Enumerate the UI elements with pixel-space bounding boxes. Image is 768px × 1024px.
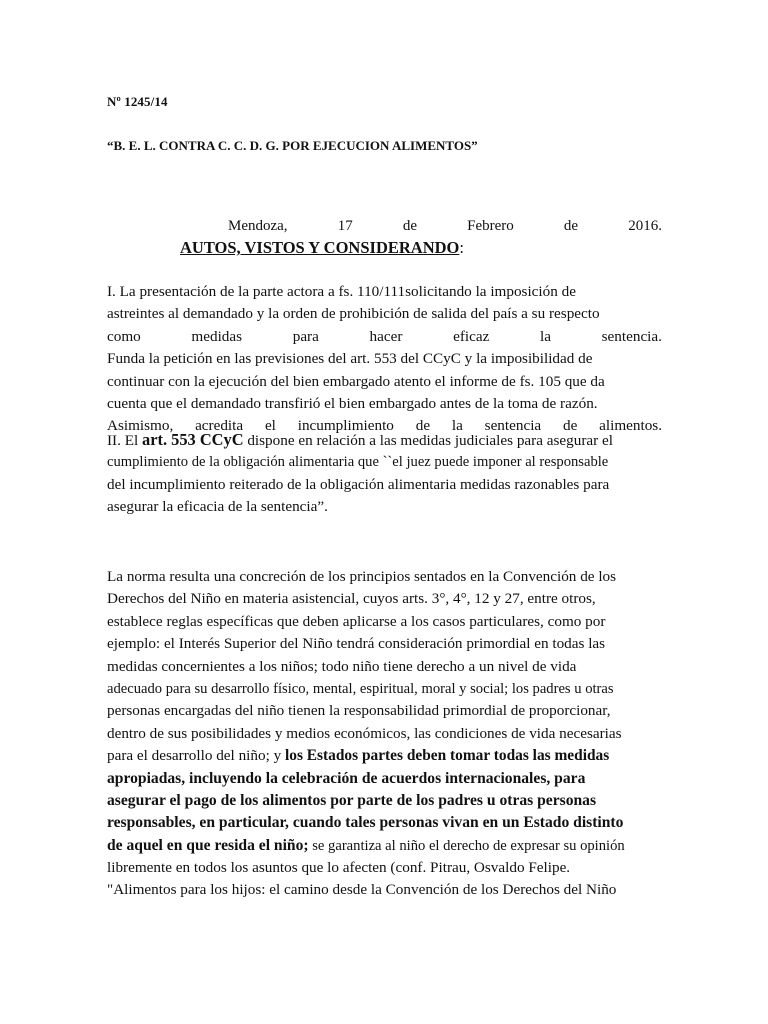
text-line: Derechos del Niño en materia asistencial, cuyos arts. 3°, 4°, 12 y 27, entre otros, [107, 590, 596, 608]
text-line: cumplimiento de la obligación alimentaria que ``el juez puede imponer al responsable [107, 454, 609, 471]
line-pre: para el desarrollo del niño; y [107, 747, 285, 765]
article-reference: art. 553 CCyC [142, 430, 244, 449]
line-text: I. La presentación de la parte actora a fs. 110/111solicitando la imposición de [107, 283, 576, 300]
paragraph-section-1 [107, 281, 662, 438]
case-title: “B. E. L. CONTRA C. C. D. G. POR EJECUCION ALIMENTOS” [107, 138, 478, 153]
text-line: "Alimentos para los hijos: el camino desde la Convención de los Derechos del Niño [107, 881, 617, 899]
date-word: de [563, 218, 579, 234]
text-line: cuenta que el demandado transfirió el bien embargado antes de la toma de razón. [107, 394, 598, 412]
bold-line: responsables, en particular, cuando tales personas vivan en un Estado distinto [107, 814, 624, 832]
word: hacer [369, 327, 403, 345]
word: eficaz [453, 327, 490, 345]
word: como [107, 327, 141, 345]
date-word: de [402, 218, 417, 234]
text-line: continuar con la ejecución del bien embargado atento el informe de fs. 105 que da [107, 372, 605, 390]
bold-line: asegurar el pago de los alimentos por parte de los padres u otras personas [107, 791, 597, 809]
word: medidas [191, 327, 243, 345]
word: acredita [195, 417, 244, 435]
word: Asimismo, [107, 417, 174, 435]
word: incumplimiento [297, 417, 394, 435]
text-line: astreintes al demandado y la orden de prohibición de salida del país a su respecto [107, 305, 600, 323]
word: para [292, 327, 319, 345]
date-word: Febrero [467, 218, 514, 234]
text-line: medidas concernientes a los niños; todo niño tiene derecho a un nivel de vida [107, 657, 577, 675]
date-word: 2016. [628, 218, 662, 234]
heading-colon: : [459, 238, 464, 257]
text-line: La norma resulta una concreción de los principios sentados en la Convención de los [107, 568, 617, 585]
text-line [107, 281, 662, 303]
word: la [451, 417, 463, 435]
text-line: libremente en todos los asuntos que lo afecten (conf. Pitrau, Osvaldo Felipe. [107, 859, 571, 877]
text-line: Funda la petición en las previsiones del art. 553 del CCyC y la imposibilidad de [107, 350, 593, 368]
text-line: del incumplimiento reiterado de la obligación alimentaria medidas razonables para [107, 475, 610, 493]
line-post: se garantiza al niño el derecho de expresar su opinión [308, 837, 625, 854]
text-line-justified [107, 326, 662, 348]
bold-line: apropiadas, incluyendo la celebración de acuerdos internacionales, para [107, 769, 586, 787]
bold-text: de aquel en que resida el niño; [107, 836, 309, 854]
word: de [415, 417, 431, 435]
word: de [562, 417, 578, 435]
text-line: adecuado para su desarrollo físico, mental, espiritual, moral y social; los padres u otras [107, 680, 614, 697]
line-post: dispone en relación a las medidas judiciales para asegurar el [243, 432, 613, 449]
word: sentencia. [601, 327, 662, 345]
text-line [107, 429, 662, 451]
paragraph-section-2 [107, 429, 662, 519]
word: sentencia [484, 417, 542, 435]
date-word: Mendoza, [228, 218, 288, 234]
text-line: ejemplo: el Interés Superior del Niño tendrá consideración primordial en todas las [107, 635, 606, 653]
word: alimentos. [599, 417, 662, 435]
line-pre: II. El [107, 432, 143, 449]
text-line: personas encargadas del niño tienen la responsabilidad primordial de proporcionar, [107, 702, 611, 720]
text-line [107, 835, 662, 857]
text-line [107, 745, 662, 767]
heading-text: AUTOS, VISTOS Y CONSIDERANDO [180, 238, 460, 257]
text-line: establece reglas específicas que deben aplicarse a los casos particulares, como por [107, 612, 606, 630]
text-line: dentro de sus posibilidades y medios económicos, las condiciones de vida necesarias [107, 724, 622, 742]
date-line [228, 218, 662, 235]
paragraph-section-3 [107, 566, 662, 902]
text-line: asegurar la eficacia de la sentencia”. [107, 498, 328, 516]
date-word: 17 [337, 218, 353, 234]
section-heading [180, 238, 464, 258]
word: la [540, 327, 551, 345]
bold-text: los Estados partes deben tomar todas las medidas [284, 747, 610, 765]
case-number: Nº 1245/14 [107, 94, 168, 109]
word: el [264, 417, 276, 435]
